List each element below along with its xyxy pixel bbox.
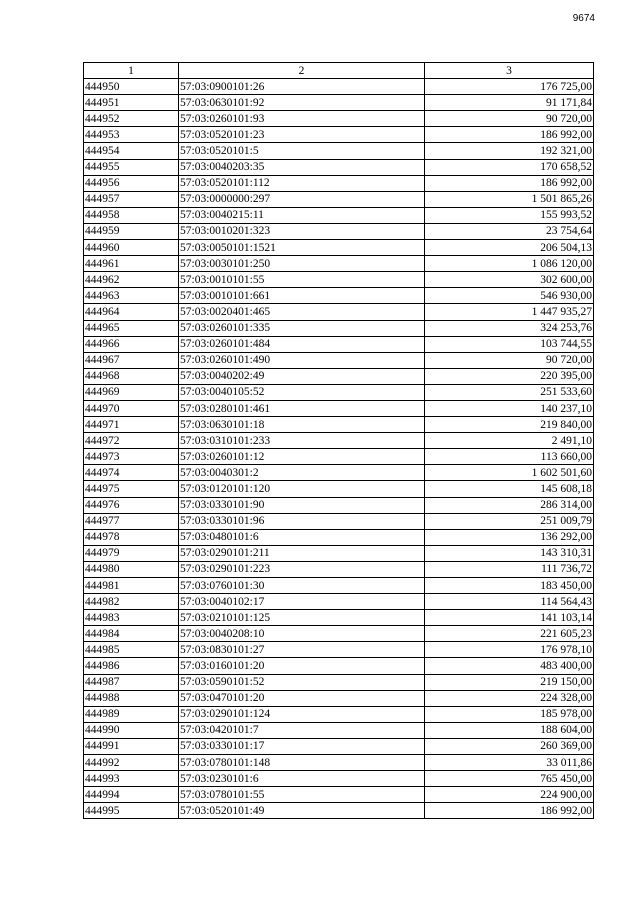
value-cell: 192 321,00 bbox=[425, 143, 594, 159]
row-number-cell: 444954 bbox=[84, 143, 179, 159]
row-number-cell: 444973 bbox=[84, 449, 179, 465]
table-row bbox=[84, 433, 594, 449]
table-row bbox=[84, 368, 594, 384]
cadastral-number-cell: 57:03:0260101:335 bbox=[179, 320, 425, 336]
page-number: 9674 bbox=[572, 13, 595, 24]
cadastral-number-cell: 57:03:0260101:12 bbox=[179, 449, 425, 465]
row-number-cell: 444968 bbox=[84, 368, 179, 384]
column-header-3: 3 bbox=[425, 63, 594, 79]
cadastral-number-cell: 57:03:0290101:223 bbox=[179, 561, 425, 577]
row-number-cell: 444981 bbox=[84, 578, 179, 594]
value-cell: 103 744,55 bbox=[425, 336, 594, 352]
value-cell: 1 086 120,00 bbox=[425, 256, 594, 272]
cadastral-number-cell: 57:03:0760101:30 bbox=[179, 578, 425, 594]
cadastral-number-cell: 57:03:0520101:49 bbox=[179, 803, 425, 819]
row-number-cell: 444978 bbox=[84, 529, 179, 545]
table-row bbox=[84, 288, 594, 304]
cadastral-number-cell: 57:03:0330101:17 bbox=[179, 738, 425, 754]
table-row bbox=[84, 610, 594, 626]
row-number-cell: 444974 bbox=[84, 465, 179, 481]
value-cell: 765 450,00 bbox=[425, 771, 594, 787]
table-row bbox=[84, 561, 594, 577]
cadastral-number-cell: 57:03:0330101:96 bbox=[179, 513, 425, 529]
row-number-cell: 444960 bbox=[84, 240, 179, 256]
value-cell: 141 103,14 bbox=[425, 610, 594, 626]
value-cell: 186 992,00 bbox=[425, 803, 594, 819]
table-row bbox=[84, 95, 594, 111]
table-row bbox=[84, 690, 594, 706]
value-cell: 546 930,00 bbox=[425, 288, 594, 304]
table-body bbox=[84, 79, 594, 819]
column-header-2: 2 bbox=[179, 63, 425, 79]
value-cell: 186 992,00 bbox=[425, 175, 594, 191]
value-cell: 286 314,00 bbox=[425, 497, 594, 513]
row-number-cell: 444987 bbox=[84, 674, 179, 690]
cadastral-number-cell: 57:03:0310101:233 bbox=[179, 433, 425, 449]
value-cell: 251 533,60 bbox=[425, 384, 594, 400]
table-row bbox=[84, 578, 594, 594]
header-row bbox=[84, 63, 594, 79]
cadastral-number-cell: 57:03:0040208:10 bbox=[179, 626, 425, 642]
table-row bbox=[84, 159, 594, 175]
value-cell: 23 754,64 bbox=[425, 223, 594, 239]
cadastral-number-cell: 57:03:0030101:250 bbox=[179, 256, 425, 272]
value-cell: 136 292,00 bbox=[425, 529, 594, 545]
cadastral-number-cell: 57:03:0630101:18 bbox=[179, 417, 425, 433]
value-cell: 2 491,10 bbox=[425, 433, 594, 449]
cadastral-number-cell: 57:03:0290101:124 bbox=[179, 706, 425, 722]
table-row bbox=[84, 658, 594, 674]
value-cell: 90 720,00 bbox=[425, 352, 594, 368]
table-row bbox=[84, 143, 594, 159]
table-row bbox=[84, 465, 594, 481]
table-row bbox=[84, 626, 594, 642]
table-row bbox=[84, 127, 594, 143]
row-number-cell: 444988 bbox=[84, 690, 179, 706]
cadastral-number-cell: 57:03:0010101:55 bbox=[179, 272, 425, 288]
value-cell: 221 605,23 bbox=[425, 626, 594, 642]
row-number-cell: 444962 bbox=[84, 272, 179, 288]
table-row bbox=[84, 240, 594, 256]
row-number-cell: 444969 bbox=[84, 384, 179, 400]
cadastral-number-cell: 57:03:0000000:297 bbox=[179, 191, 425, 207]
cadastral-number-cell: 57:03:0520101:5 bbox=[179, 143, 425, 159]
table-row bbox=[84, 545, 594, 561]
row-number-cell: 444950 bbox=[84, 79, 179, 95]
value-cell: 324 253,76 bbox=[425, 320, 594, 336]
table-row bbox=[84, 674, 594, 690]
cadastral-number-cell: 57:03:0330101:90 bbox=[179, 497, 425, 513]
row-number-cell: 444959 bbox=[84, 223, 179, 239]
cadastral-number-cell: 57:03:0420101:7 bbox=[179, 722, 425, 738]
table-row bbox=[84, 223, 594, 239]
table-row bbox=[84, 191, 594, 207]
cadastral-number-cell: 57:03:0480101:6 bbox=[179, 529, 425, 545]
cadastral-number-cell: 57:03:0780101:55 bbox=[179, 787, 425, 803]
cadastral-number-cell: 57:03:0040203:35 bbox=[179, 159, 425, 175]
row-number-cell: 444976 bbox=[84, 497, 179, 513]
row-number-cell: 444975 bbox=[84, 481, 179, 497]
table-row bbox=[84, 79, 594, 95]
row-number-cell: 444956 bbox=[84, 175, 179, 191]
cadastral-number-cell: 57:03:0590101:52 bbox=[179, 674, 425, 690]
table-row bbox=[84, 755, 594, 771]
cadastral-number-cell: 57:03:0160101:20 bbox=[179, 658, 425, 674]
table-row bbox=[84, 642, 594, 658]
table-row bbox=[84, 304, 594, 320]
table-row bbox=[84, 272, 594, 288]
value-cell: 176 978,10 bbox=[425, 642, 594, 658]
cadastral-number-cell: 57:03:0210101:125 bbox=[179, 610, 425, 626]
row-number-cell: 444952 bbox=[84, 111, 179, 127]
row-number-cell: 444966 bbox=[84, 336, 179, 352]
row-number-cell: 444955 bbox=[84, 159, 179, 175]
row-number-cell: 444967 bbox=[84, 352, 179, 368]
value-cell: 143 310,31 bbox=[425, 545, 594, 561]
value-cell: 140 237,10 bbox=[425, 400, 594, 416]
row-number-cell: 444986 bbox=[84, 658, 179, 674]
row-number-cell: 444989 bbox=[84, 706, 179, 722]
cadastral-number-cell: 57:03:0260101:484 bbox=[179, 336, 425, 352]
table-row bbox=[84, 256, 594, 272]
value-cell: 155 993,52 bbox=[425, 207, 594, 223]
row-number-cell: 444951 bbox=[84, 95, 179, 111]
value-cell: 206 504,13 bbox=[425, 240, 594, 256]
row-number-cell: 444957 bbox=[84, 191, 179, 207]
cadastral-number-cell: 57:03:0780101:148 bbox=[179, 755, 425, 771]
table-row bbox=[84, 384, 594, 400]
table-row bbox=[84, 417, 594, 433]
table-row bbox=[84, 594, 594, 610]
table-row bbox=[84, 320, 594, 336]
cadastral-number-cell: 57:03:0040105:52 bbox=[179, 384, 425, 400]
cadastral-number-cell: 57:03:0290101:211 bbox=[179, 545, 425, 561]
cadastral-number-cell: 57:03:0830101:27 bbox=[179, 642, 425, 658]
cadastral-number-cell: 57:03:0630101:92 bbox=[179, 95, 425, 111]
value-cell: 1 447 935,27 bbox=[425, 304, 594, 320]
cadastral-number-cell: 57:03:0040215:11 bbox=[179, 207, 425, 223]
row-number-cell: 444984 bbox=[84, 626, 179, 642]
table-row bbox=[84, 803, 594, 819]
row-number-cell: 444965 bbox=[84, 320, 179, 336]
table-row bbox=[84, 336, 594, 352]
cadastral-number-cell: 57:03:0010201:323 bbox=[179, 223, 425, 239]
row-number-cell: 444990 bbox=[84, 722, 179, 738]
cadastral-number-cell: 57:03:0900101:26 bbox=[179, 79, 425, 95]
value-cell: 219 150,00 bbox=[425, 674, 594, 690]
value-cell: 111 736,72 bbox=[425, 561, 594, 577]
row-number-cell: 444985 bbox=[84, 642, 179, 658]
cadastral-number-cell: 57:03:0040102:17 bbox=[179, 594, 425, 610]
row-number-cell: 444958 bbox=[84, 207, 179, 223]
cadastral-number-cell: 57:03:0050101:1521 bbox=[179, 240, 425, 256]
value-cell: 483 400,00 bbox=[425, 658, 594, 674]
row-number-cell: 444982 bbox=[84, 594, 179, 610]
value-cell: 145 608,18 bbox=[425, 481, 594, 497]
row-number-cell: 444992 bbox=[84, 755, 179, 771]
table-row bbox=[84, 400, 594, 416]
row-number-cell: 444979 bbox=[84, 545, 179, 561]
table-row bbox=[84, 481, 594, 497]
value-cell: 114 564,43 bbox=[425, 594, 594, 610]
table-row bbox=[84, 771, 594, 787]
cadastral-number-cell: 57:03:0470101:20 bbox=[179, 690, 425, 706]
row-number-cell: 444977 bbox=[84, 513, 179, 529]
row-number-cell: 444970 bbox=[84, 400, 179, 416]
value-cell: 302 600,00 bbox=[425, 272, 594, 288]
row-number-cell: 444994 bbox=[84, 787, 179, 803]
value-cell: 183 450,00 bbox=[425, 578, 594, 594]
row-number-cell: 444971 bbox=[84, 417, 179, 433]
value-cell: 113 660,00 bbox=[425, 449, 594, 465]
cadastral-number-cell: 57:03:0020401:465 bbox=[179, 304, 425, 320]
cadastral-number-cell: 57:03:0040202:49 bbox=[179, 368, 425, 384]
value-cell: 224 328,00 bbox=[425, 690, 594, 706]
table-row bbox=[84, 738, 594, 754]
value-cell: 33 011,86 bbox=[425, 755, 594, 771]
row-number-cell: 444953 bbox=[84, 127, 179, 143]
table-row bbox=[84, 497, 594, 513]
registry-table bbox=[83, 62, 594, 819]
row-number-cell: 444964 bbox=[84, 304, 179, 320]
column-header-1: 1 bbox=[84, 63, 179, 79]
table-row bbox=[84, 529, 594, 545]
value-cell: 90 720,00 bbox=[425, 111, 594, 127]
row-number-cell: 444983 bbox=[84, 610, 179, 626]
table-row bbox=[84, 706, 594, 722]
table-row bbox=[84, 722, 594, 738]
value-cell: 219 840,00 bbox=[425, 417, 594, 433]
table-row bbox=[84, 449, 594, 465]
value-cell: 1 501 865,26 bbox=[425, 191, 594, 207]
table-row bbox=[84, 207, 594, 223]
cadastral-number-cell: 57:03:0230101:6 bbox=[179, 771, 425, 787]
value-cell: 188 604,00 bbox=[425, 722, 594, 738]
table-header bbox=[84, 63, 594, 79]
row-number-cell: 444961 bbox=[84, 256, 179, 272]
table-row bbox=[84, 352, 594, 368]
cadastral-number-cell: 57:03:0280101:461 bbox=[179, 400, 425, 416]
row-number-cell: 444995 bbox=[84, 803, 179, 819]
value-cell: 251 009,79 bbox=[425, 513, 594, 529]
value-cell: 220 395,00 bbox=[425, 368, 594, 384]
table-row bbox=[84, 787, 594, 803]
value-cell: 186 992,00 bbox=[425, 127, 594, 143]
table-row bbox=[84, 111, 594, 127]
value-cell: 185 978,00 bbox=[425, 706, 594, 722]
cadastral-number-cell: 57:03:0520101:23 bbox=[179, 127, 425, 143]
row-number-cell: 444993 bbox=[84, 771, 179, 787]
cadastral-number-cell: 57:03:0260101:93 bbox=[179, 111, 425, 127]
value-cell: 260 369,00 bbox=[425, 738, 594, 754]
value-cell: 91 171,84 bbox=[425, 95, 594, 111]
cadastral-number-cell: 57:03:0010101:661 bbox=[179, 288, 425, 304]
value-cell: 170 658,52 bbox=[425, 159, 594, 175]
value-cell: 224 900,00 bbox=[425, 787, 594, 803]
table-row bbox=[84, 175, 594, 191]
row-number-cell: 444991 bbox=[84, 738, 179, 754]
row-number-cell: 444963 bbox=[84, 288, 179, 304]
cadastral-number-cell: 57:03:0520101:112 bbox=[179, 175, 425, 191]
table-row bbox=[84, 513, 594, 529]
cadastral-number-cell: 57:03:0040301:2 bbox=[179, 465, 425, 481]
row-number-cell: 444980 bbox=[84, 561, 179, 577]
value-cell: 1 602 501,60 bbox=[425, 465, 594, 481]
row-number-cell: 444972 bbox=[84, 433, 179, 449]
cadastral-number-cell: 57:03:0260101:490 bbox=[179, 352, 425, 368]
cadastral-number-cell: 57:03:0120101:120 bbox=[179, 481, 425, 497]
value-cell: 176 725,00 bbox=[425, 79, 594, 95]
